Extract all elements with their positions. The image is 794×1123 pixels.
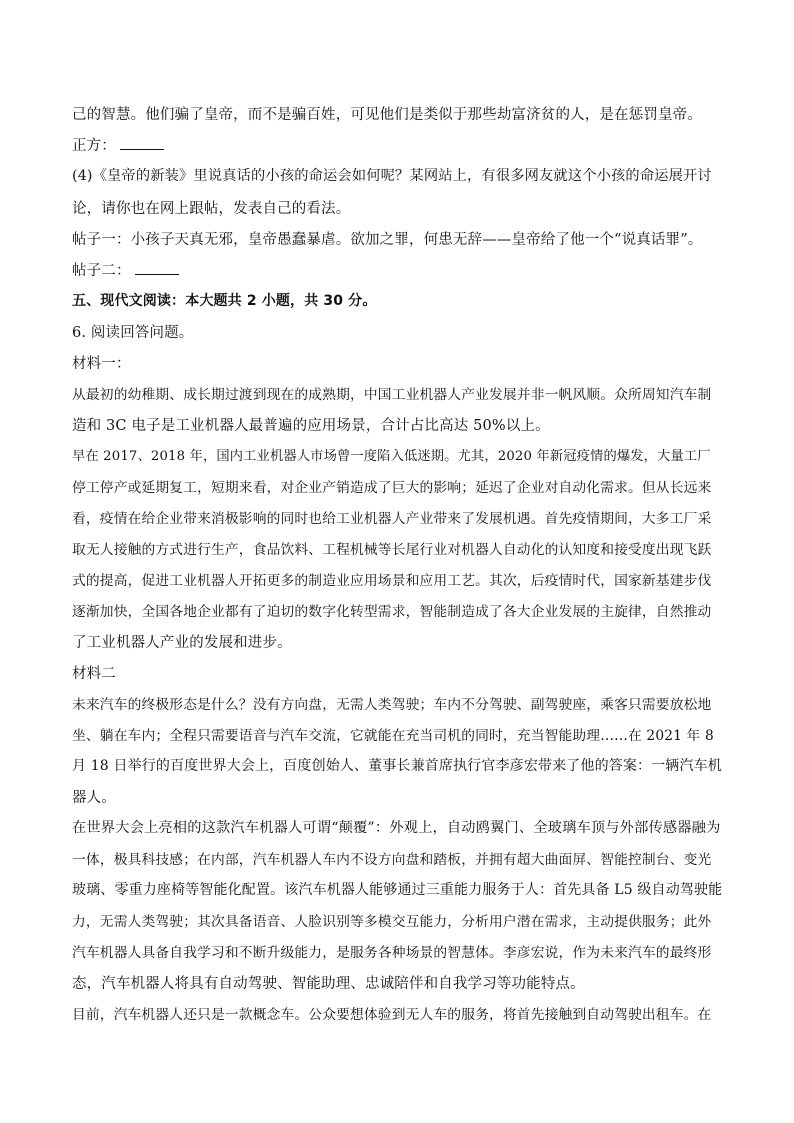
material-one-heading: 材料一：: [72, 356, 131, 372]
answer-blank: [120, 148, 164, 150]
text-line: 力，无需人类驾驶；其次具备语音、人脸识别等多模交互能力，分析用户潜在需求，主动提供服务；此外: [72, 914, 712, 930]
text-line: 在世界大会上亮相的这款汽车机器人可谓“颠覆”：外观上，自动鸥翼门、全玻璃车顶与外部传感器融为: [72, 820, 721, 836]
text-line: 逐渐加快，全国各地企业都有了迫切的数字化转型需求，智能制造成了各大企业发展的主旋律，自然推动: [72, 604, 712, 620]
text-line: 取无人接触的方式进行生产，食品饮料、工程机械等长尾行业对机器人自动化的认知度和接受度出现飞跃: [72, 542, 712, 558]
section-heading: 五、现代文阅读：本大题共 2 小题，共 30 分。: [72, 293, 377, 309]
text-line: 早在 2017、2018 年，国内工业机器人市场曾一度陷入低迷期。尤其，2020 年新冠疫情的爆发，大量工厂: [72, 449, 711, 464]
text-line: 器人。: [72, 790, 116, 806]
text-line: 停工停产或延期复工，短期来看，对企业产销造成了巨大的影响；延迟了企业对自动化需求。但从长远来: [72, 480, 712, 496]
text-line: 玻璃、零重力座椅等智能化配置。该汽车机器人能够通过三重能力服务于人：首先具备 L5 级自动驾驶能: [72, 882, 723, 898]
text-line: 式的提高，促进工业机器人开拓更多的制造业应用场景和应用工艺。其次，后疫情时代，国家新基建步伐: [72, 573, 712, 589]
text-line: 目前，汽车机器人还只是一款概念车。公众要想体验到无人车的服务，将首先接触到自动驾驶出租车。在: [72, 1007, 712, 1023]
text-line: 坐、躺在车内；全程只需要语音与汽车交流，它就能在充当司机的同时，充当智能助理……在 2021 年 8: [72, 728, 714, 744]
text-line: 汽车机器人具备自我学习和不断升级能力，是服务各种场景的智慧体。李彦宏说，作为未来汽车的最终形: [72, 945, 712, 961]
text-line: 从最初的幼稚期、成长期过渡到现在的成熟期，中国工业机器人产业发展并非一帆风顺。众所周知汽车制: [72, 387, 712, 403]
answer-line-zhengfang: [72, 134, 164, 155]
answer-line-post-two: [72, 259, 179, 280]
question-6: 6. 阅读回答问题。: [72, 325, 194, 341]
text-line: 了工业机器人产业的发展和进步。: [72, 635, 292, 651]
answer-label: 帖子二：: [72, 263, 131, 279]
text-line: 看，疫情在给企业带来消极影响的同时也给工业机器人产业带来了发展机遇。首先疫情期间，大多工厂采: [72, 511, 712, 527]
text-line: 月 18 日举行的百度世界大会上，百度创始人、董事长兼首席执行官李彦宏带来了他的答案：一辆汽车机: [72, 758, 722, 774]
answer-blank: [135, 273, 179, 275]
text-line: 己的智慧。他们骗了皇帝，而不是骗百姓，可见他们是类似于那些劫富济贫的人，是在惩罚皇帝。: [72, 107, 702, 123]
post-one: 帖子一：小孩子天真无邪，皇帝愚蠢暴虐。欲加之罪，何患无辞——皇帝给了他一个“说真话罪”。: [72, 232, 703, 248]
text-line: 态，汽车机器人将具有自动驾驶、智能助理、忠诚陪伴和自我学习等功能特点。: [72, 976, 585, 992]
text-line: 一体，极具科技感；在内部，汽车机器人车内不设方向盘和踏板，并拥有超大曲面屏、智能控制台、变光: [72, 852, 712, 868]
text-line: 未来汽车的终极形态是什么？没有方向盘，无需人类驾驶；车内不分驾驶、副驾驶座，乘客只需要放松地: [72, 697, 712, 713]
material-two-heading: 材料二: [72, 666, 116, 682]
text-line: 论，请你也在网上跟帖，发表自己的看法。: [72, 201, 351, 217]
answer-label: 正方：: [72, 138, 116, 154]
question-4: (4)《皇帝的新装》里说真话的小孩的命运会如何呢？某网站上，有很多网友就这个小孩的命运展开讨: [72, 168, 712, 184]
text-line: 造和 3C 电子是工业机器人最普遍的应用场景，合计占比高达 50%以上。: [72, 418, 550, 434]
